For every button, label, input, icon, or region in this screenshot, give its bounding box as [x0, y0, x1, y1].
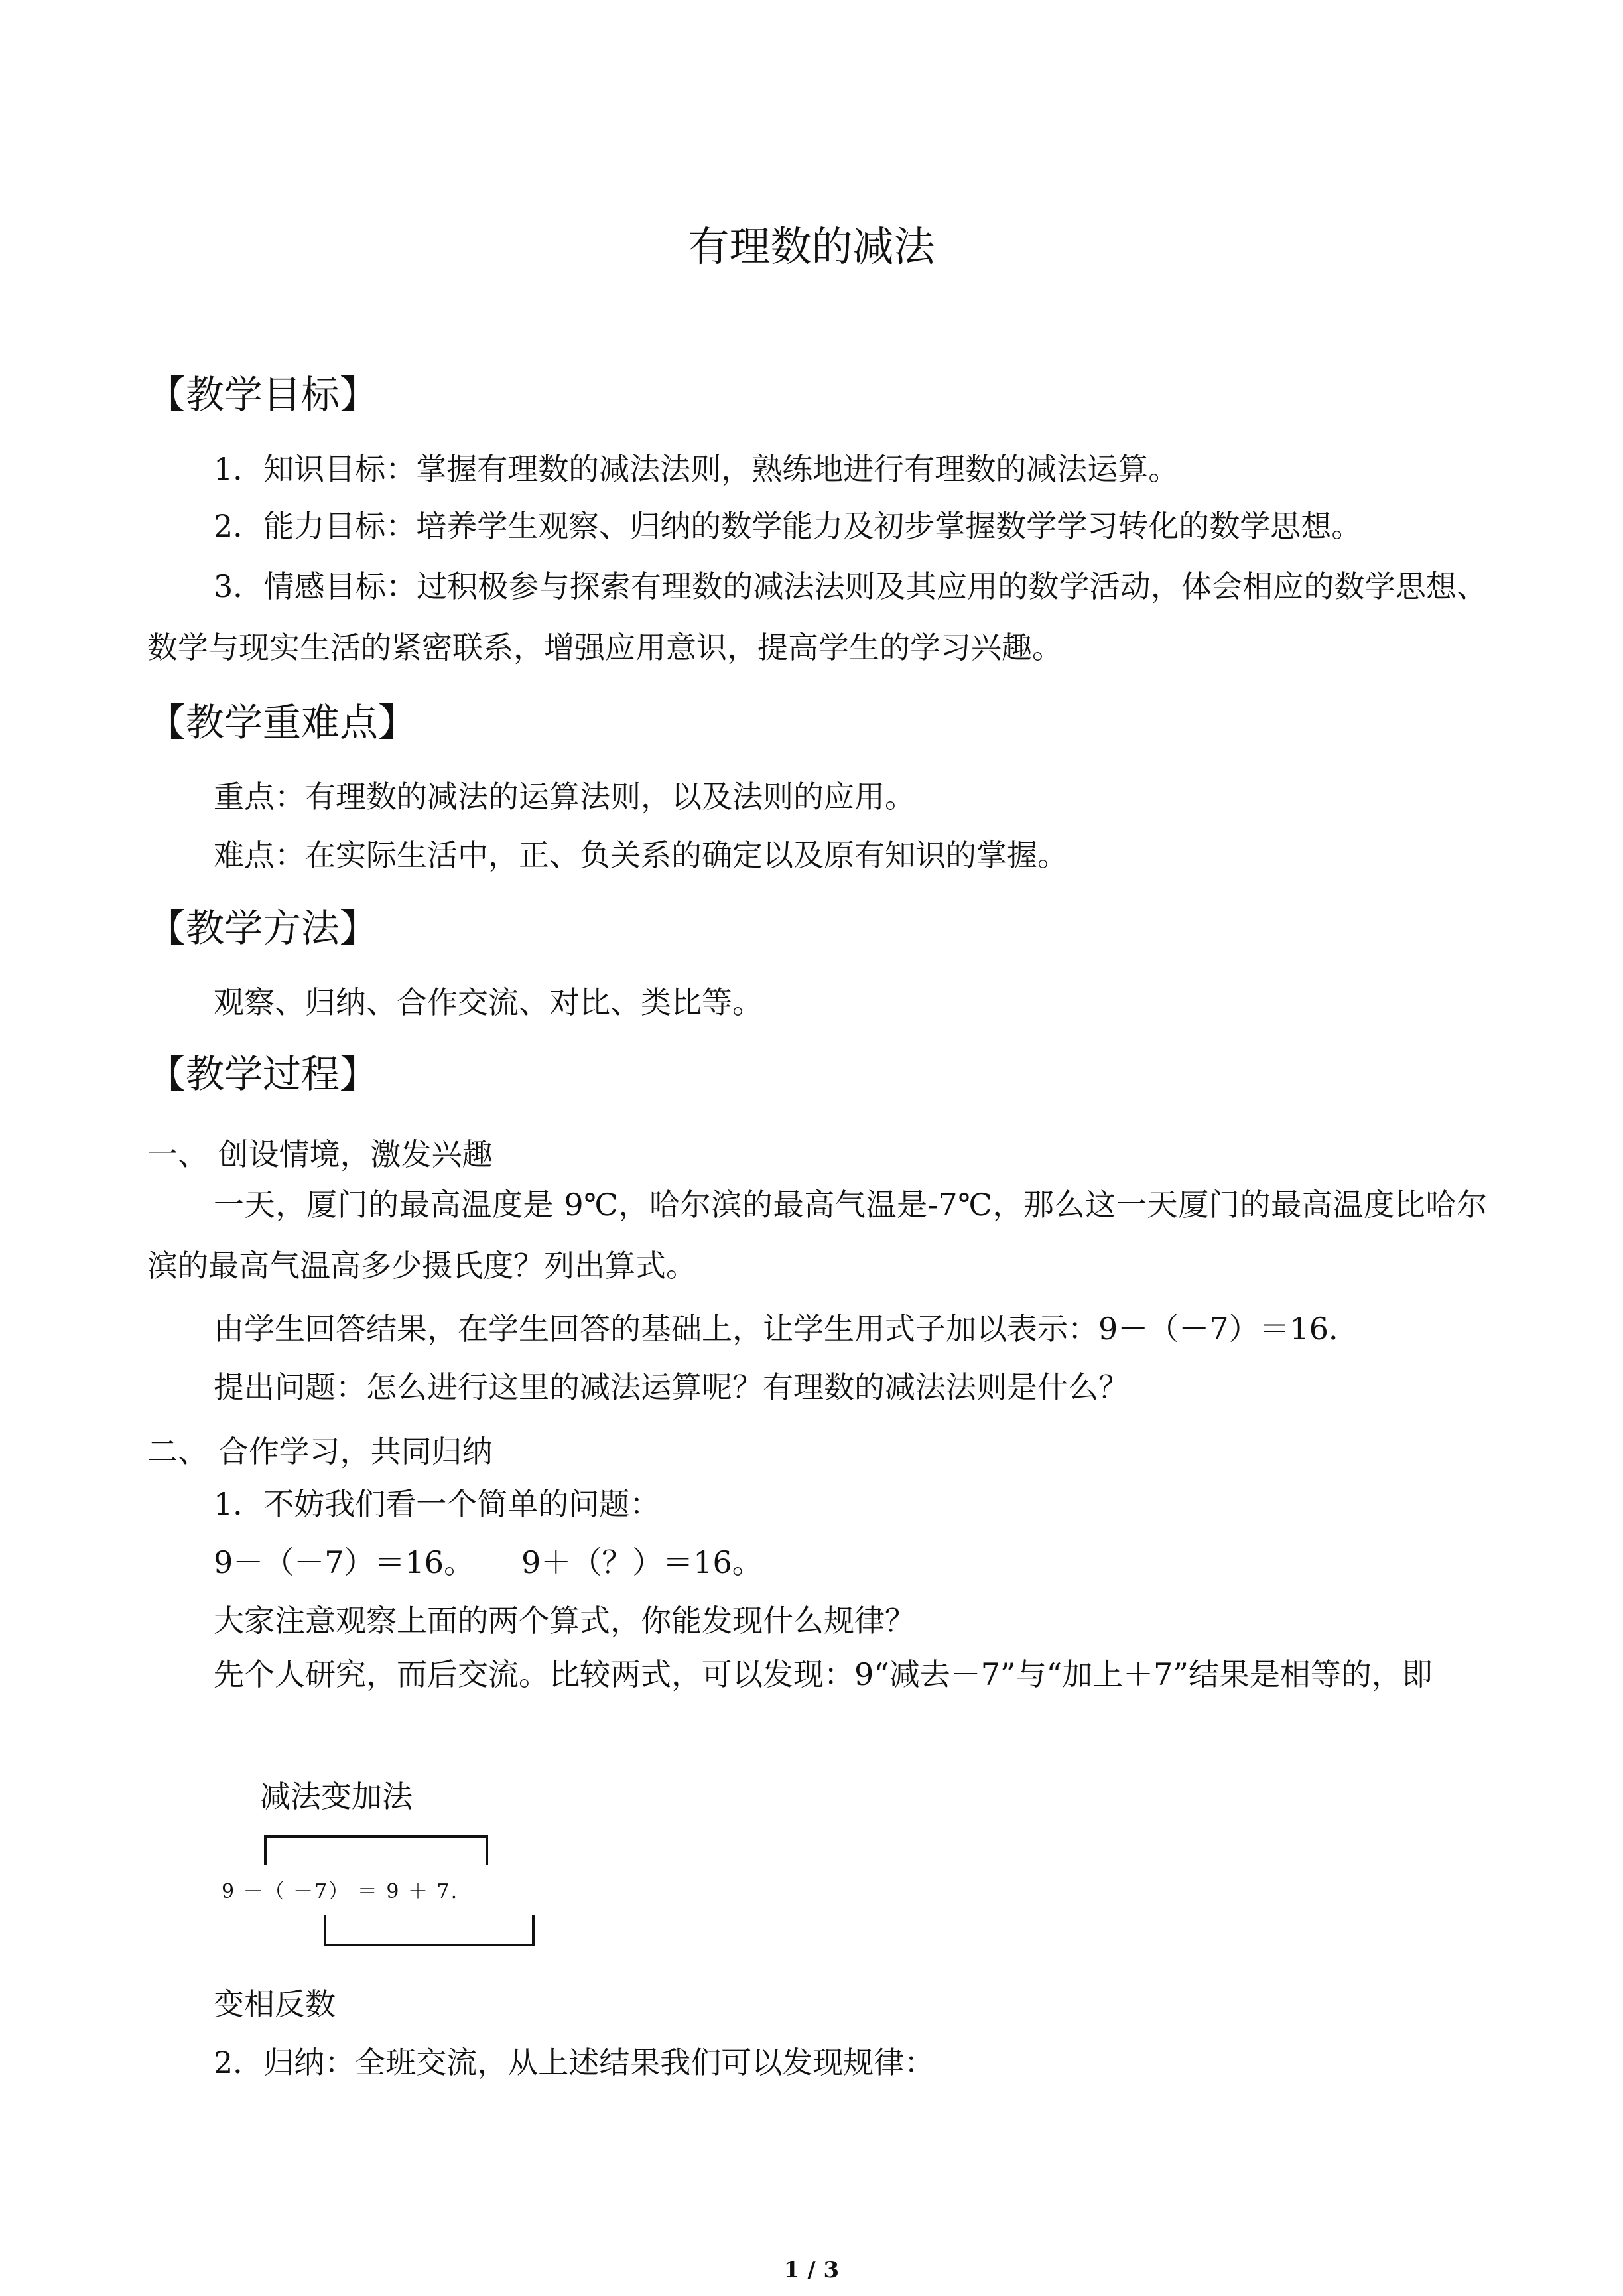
step-2-title: 二、 合作学习，共同归纳 [147, 1434, 493, 1469]
step-2-paragraph-2: 大家注意观察上面的两个算式，你能发现什么规律？ [214, 1603, 915, 1639]
goal-3: 3．情感目标：过积极参与探索有理数的减法法则及其应用的数学活动，体会相应的数学思想、数学与现实生活的紧密联系，增强应用意识，提高学生的学习兴趣。 [147, 569, 1487, 665]
diagram-equation: 9 －（ －7） ＝ 9 ＋ 7. [222, 1880, 459, 1903]
goal-2: 2．能力目标：培养学生观察、归纳的数学能力及初步掌握数学学习转化的数学思想。 [214, 508, 1362, 544]
heading-teaching-goals: 【教学目标】 [147, 372, 379, 417]
diagram-top-label: 减法变加法 [260, 1779, 413, 1814]
key-point: 重点：有理数的减法的运算法则，以及法则的应用。 [214, 779, 915, 815]
step-1-paragraph-1: 一天，厦门的最高温度是 9℃，哈尔滨的最高气温是-7℃，那么这一天厦门的最高温度比哈尔滨的最高气温高多少摄氏度？列出算式。 [147, 1187, 1487, 1284]
diagram-bottom-label: 变相反数 [214, 1986, 336, 2022]
goal-1: 1．知识目标：掌握有理数的减法法则，熟练地进行有理数的减法运算。 [214, 451, 1179, 487]
step-2-paragraph-1: 1．不妨我们看一个简单的问题： [214, 1486, 661, 1522]
equation-subtraction: 9－（－7）＝16。 [214, 1544, 475, 1580]
difficult-point: 难点：在实际生活中，正、负关系的确定以及原有知识的掌握。 [214, 837, 1068, 873]
heading-teaching-methods: 【教学方法】 [147, 906, 379, 951]
diagram-top-bracket [264, 1835, 488, 1865]
step-2-paragraph-3: 先个人研究，而后交流。比较两式，可以发现：9“减去－7”与“加上＋7”结果是相等的，即 [214, 1656, 1433, 1692]
heading-teaching-process: 【教学过程】 [147, 1051, 379, 1097]
step-1-paragraph-2: 由学生回答结果，在学生回答的基础上，让学生用式子加以表示：9－（－7）＝16． [214, 1311, 1360, 1347]
equation-addition: 9＋（？）＝16。 [521, 1544, 763, 1580]
heading-key-difficult-points: 【教学重难点】 [147, 700, 417, 745]
methods-text: 观察、归纳、合作交流、对比、类比等。 [214, 984, 763, 1020]
step-1-paragraph-3: 提出问题：怎么进行这里的减法运算呢？有理数的减法法则是什么？ [214, 1369, 1129, 1405]
step-1-title: 一、 创设情境，激发兴趣 [147, 1136, 493, 1172]
document-title: 有理数的减法 [688, 222, 935, 271]
step-2-paragraph-4: 2．归纳：全班交流，从上述结果我们可以发现规律： [214, 2045, 935, 2080]
diagram-bottom-bracket [324, 1915, 535, 1946]
page-number: 1 / 3 [783, 2257, 840, 2283]
